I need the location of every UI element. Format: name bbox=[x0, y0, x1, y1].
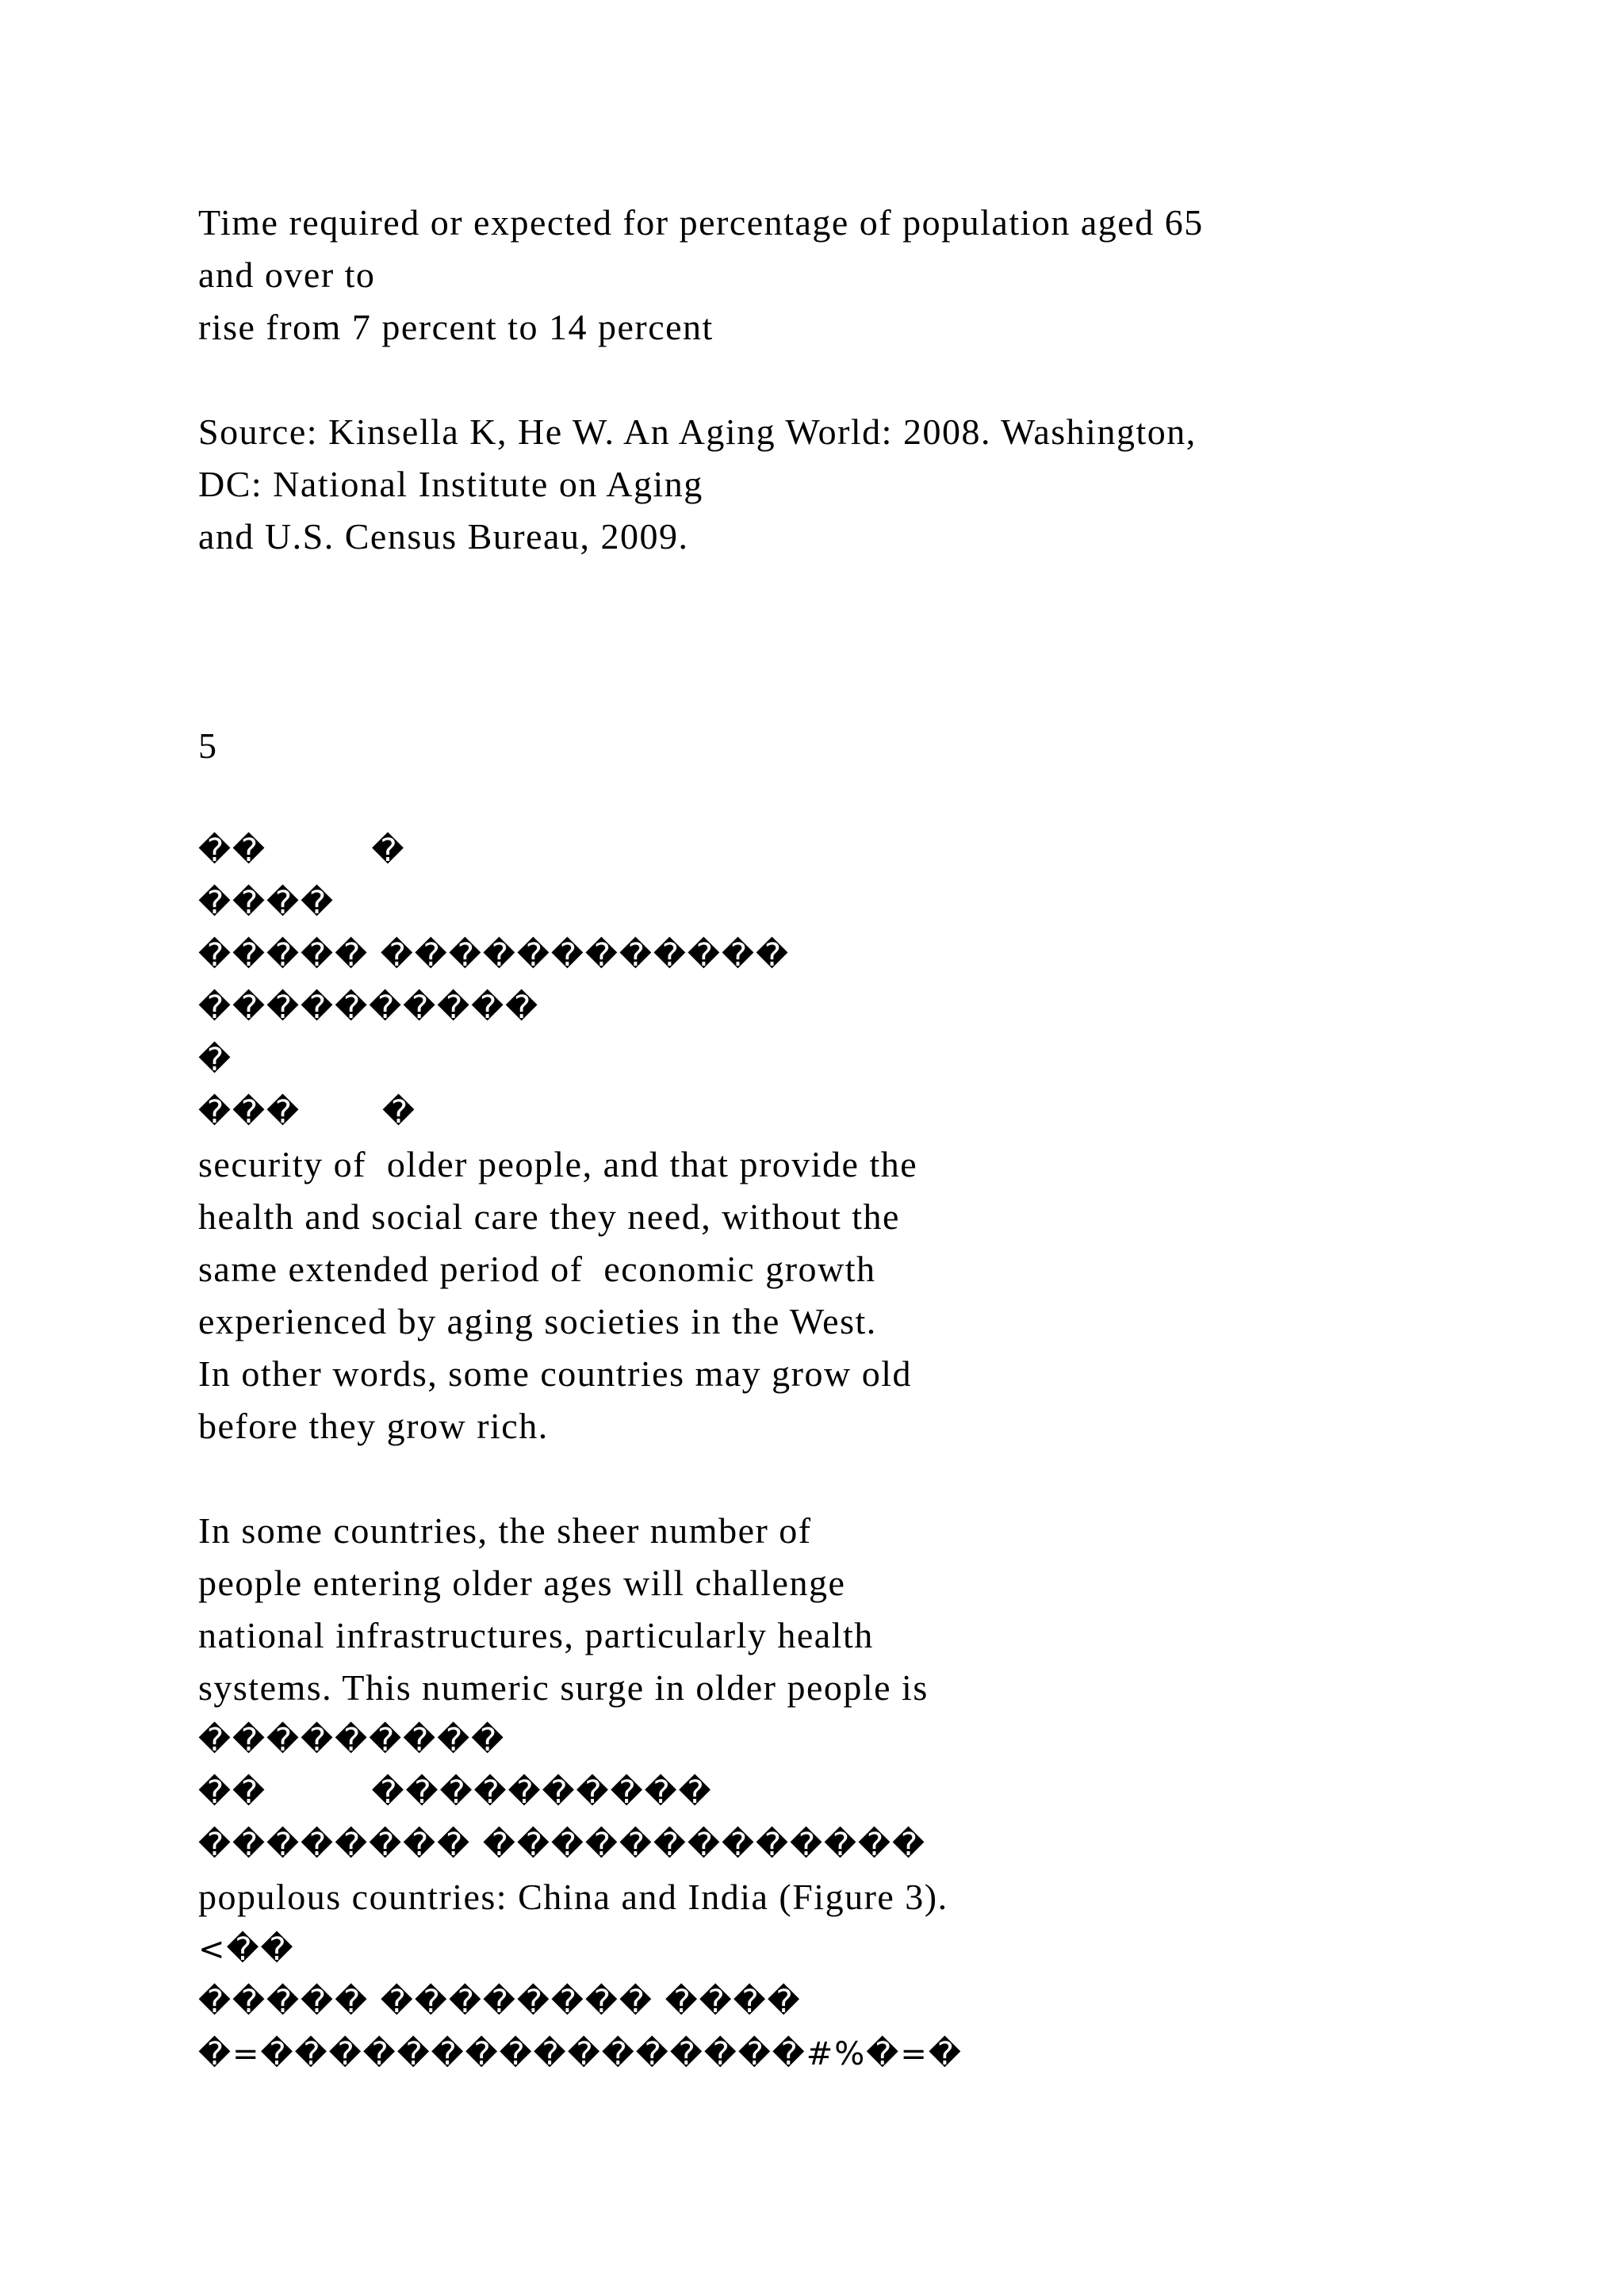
figure-caption bbox=[198, 197, 1546, 354]
garbled-line: �� ���������� bbox=[198, 1774, 713, 1811]
garbled-text-block bbox=[198, 1714, 1546, 1871]
paragraph-line: systems. This numeric surge in older people is bbox=[198, 1667, 929, 1708]
paragraph-line: same extended period of economic growth bbox=[198, 1249, 876, 1289]
paragraph-line: experienced by aging societies in the West. bbox=[198, 1301, 877, 1341]
page-number: 5 bbox=[198, 725, 218, 766]
garbled-line: ���������� bbox=[198, 989, 540, 1026]
body-paragraph bbox=[198, 1871, 1546, 1923]
source-line: Source: Kinsella K, He W. An Aging World: 2008. Washington, bbox=[198, 411, 1197, 452]
caption-line: Time required or expected for percentage of population aged 65 bbox=[198, 202, 1204, 243]
body-paragraph bbox=[198, 1505, 1546, 1714]
garbled-text-block bbox=[198, 825, 1546, 1138]
paragraph-line: In some countries, the sheer number of bbox=[198, 1510, 812, 1551]
caption-line: rise from 7 percent to 14 percent bbox=[198, 307, 714, 347]
source-citation bbox=[198, 406, 1546, 563]
paragraph-line: security of older people, and that provide the bbox=[198, 1144, 918, 1184]
paragraph-line: national infrastructures, particularly health bbox=[198, 1615, 874, 1655]
garbled-line: ����� �������� ���� bbox=[198, 1984, 802, 2020]
paragraph-line: populous countries: China and India (Figure 3). bbox=[198, 1877, 948, 1917]
garbled-line: ���� bbox=[198, 885, 335, 921]
garbled-line: ��� � bbox=[198, 1094, 417, 1131]
garbled-text-block bbox=[198, 1923, 1546, 2080]
garbled-line: ����� ������������ bbox=[198, 937, 790, 974]
garbled-line: �������� ������������� bbox=[198, 1827, 927, 1863]
garbled-line: ��������� bbox=[198, 1722, 506, 1758]
garbled-line: <�� bbox=[198, 1931, 295, 1968]
paragraph-line: In other words, some countries may grow old bbox=[198, 1353, 913, 1394]
source-line: DC: National Institute on Aging bbox=[198, 464, 703, 504]
source-line: and U.S. Census Bureau, 2009. bbox=[198, 516, 689, 557]
paragraph-line: health and social care they need, without the bbox=[198, 1196, 900, 1237]
paragraph-line: before they grow rich. bbox=[198, 1406, 549, 1446]
paragraph-line: people entering older ages will challenge bbox=[198, 1563, 846, 1603]
garbled-line: �� � bbox=[198, 832, 406, 869]
body-paragraph bbox=[198, 1138, 1546, 1452]
garbled-line: � bbox=[198, 1042, 233, 1078]
document-page bbox=[198, 197, 1546, 2080]
caption-line: and over to bbox=[198, 254, 376, 295]
garbled-line: �=����������������#%�=� bbox=[198, 2036, 963, 2072]
